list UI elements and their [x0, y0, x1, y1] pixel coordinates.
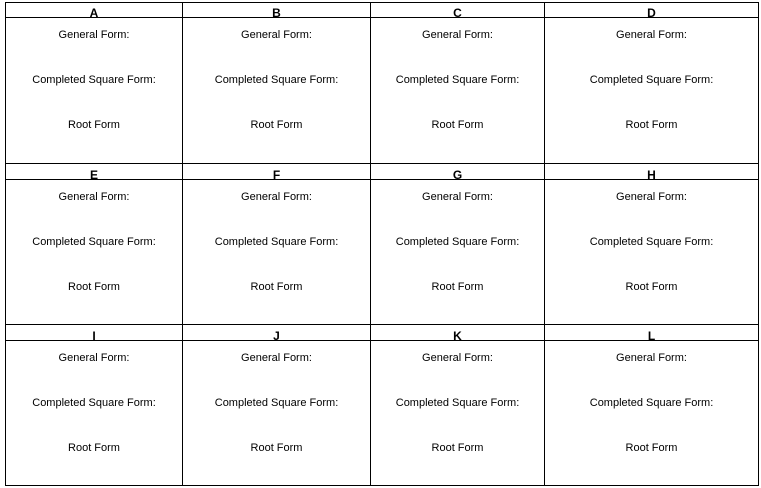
- cell-header-b: [182, 2, 371, 18]
- cell-header-e: [5, 163, 183, 180]
- completed-square-form-label: Completed Square Form:: [32, 236, 156, 248]
- cell-body-f: [182, 179, 371, 325]
- general-form-label: General Form:: [422, 352, 493, 364]
- cell-letter: H: [647, 168, 656, 180]
- completed-square-form-label: Completed Square Form:: [395, 236, 520, 248]
- completed-square-form-label: Completed Square Form:: [214, 397, 339, 409]
- completed-square-form-label: Completed Square Form:: [589, 397, 714, 409]
- cell-body-g: [370, 179, 545, 325]
- completed-square-form-label: Completed Square Form:: [395, 74, 520, 86]
- general-form-label: General Form:: [616, 352, 687, 364]
- root-form-label: Root Form: [68, 119, 120, 131]
- cell-body-a: [5, 17, 183, 164]
- cell-letter: J: [273, 329, 280, 341]
- general-form-label: General Form:: [58, 191, 130, 203]
- cell-letter: K: [453, 329, 462, 341]
- cell-header-k: [370, 324, 545, 341]
- general-form-label: General Form:: [616, 29, 687, 41]
- cell-letter: F: [272, 168, 281, 180]
- completed-square-form-label: Completed Square Form:: [214, 236, 339, 248]
- cell-header-f: [182, 163, 371, 180]
- root-form-label: Root Form: [68, 442, 120, 454]
- cell-body-c: [370, 17, 545, 164]
- general-form-label: General Form:: [422, 191, 493, 203]
- completed-square-form-label: Completed Square Form:: [214, 74, 339, 86]
- cell-header-i: [5, 324, 183, 341]
- cell-letter: D: [647, 6, 656, 18]
- cell-header-g: [370, 163, 545, 180]
- general-form-label: General Form:: [241, 352, 312, 364]
- cell-body-i: [5, 340, 183, 486]
- general-form-label: General Form:: [58, 29, 130, 41]
- general-form-label: General Form:: [422, 29, 493, 41]
- root-form-label: Root Form: [68, 281, 120, 293]
- cell-body-h: [544, 179, 759, 325]
- cell-body-e: [5, 179, 183, 325]
- general-form-label: General Form:: [241, 29, 312, 41]
- root-form-label: Root Form: [431, 442, 484, 454]
- cell-header-a: [5, 2, 183, 18]
- cell-letter: G: [452, 168, 463, 180]
- root-form-label: Root Form: [625, 281, 678, 293]
- general-form-label: General Form:: [241, 191, 312, 203]
- cell-letter: I: [92, 329, 96, 341]
- cell-body-b: [182, 17, 371, 164]
- completed-square-form-label: Completed Square Form:: [32, 397, 156, 409]
- cell-body-j: [182, 340, 371, 486]
- completed-square-form-label: Completed Square Form:: [395, 397, 520, 409]
- completed-square-form-label: Completed Square Form:: [589, 236, 714, 248]
- cell-letter: C: [453, 6, 462, 18]
- cell-letter: E: [89, 168, 98, 180]
- cell-header-d: [544, 2, 759, 18]
- root-form-label: Root Form: [431, 281, 484, 293]
- cell-header-l: [544, 324, 759, 341]
- cell-header-j: [182, 324, 371, 341]
- completed-square-form-label: Completed Square Form:: [589, 74, 714, 86]
- cell-letter: A: [89, 6, 99, 18]
- cell-letter: L: [647, 329, 656, 341]
- general-form-label: General Form:: [616, 191, 687, 203]
- root-form-label: Root Form: [250, 281, 303, 293]
- general-form-label: General Form:: [58, 352, 130, 364]
- cell-header-c: [370, 2, 545, 18]
- root-form-label: Root Form: [625, 119, 678, 131]
- root-form-label: Root Form: [250, 442, 303, 454]
- root-form-label: Root Form: [250, 119, 303, 131]
- cell-body-d: [544, 17, 759, 164]
- root-form-label: Root Form: [625, 442, 678, 454]
- cell-body-l: [544, 340, 759, 486]
- cell-header-h: [544, 163, 759, 180]
- root-form-label: Root Form: [431, 119, 484, 131]
- completed-square-form-label: Completed Square Form:: [32, 74, 156, 86]
- cell-body-k: [370, 340, 545, 486]
- cell-letter: B: [272, 6, 281, 18]
